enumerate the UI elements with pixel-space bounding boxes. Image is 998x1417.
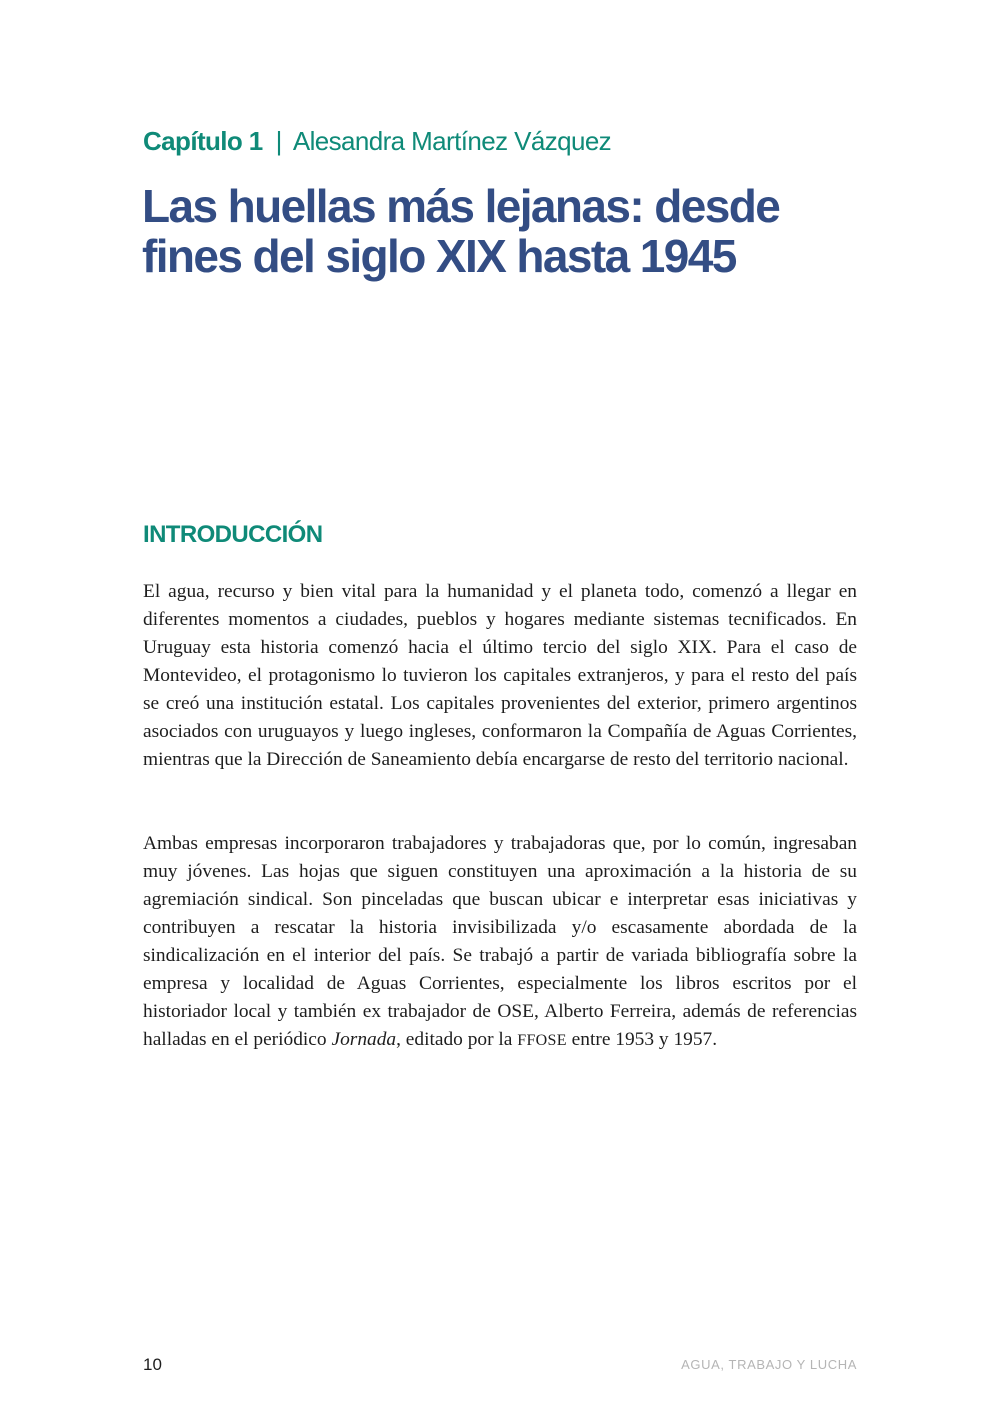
header-separator: | — [275, 126, 282, 156]
chapter-author: Alesandra Martínez Vázquez — [292, 126, 612, 156]
paragraph-2-text: Ambas empresas incorporaron trabajadores y trabajadoras que, por lo común, ingresaban muy jóvenes. Las hojas que siguen constituyen una aproximación a la historia de su agremiación sindical. Son pinceladas que buscan ubicar e interpretar esas iniciativas y contribuyen a rescatar la historia invisibilizada y/o escasamente abordada de la sindicalización en el interior del país. Se trabajó a partir de variada bibliografía sobre la empresa y localidad de Aguas Corrientes, especialmente los libros escritos por el historiador local y también ex trabajador de OSE, Alberto Ferreira, además de referencias halladas en el periódico — [143, 833, 857, 1050]
periodical-title: Jornada — [331, 1029, 397, 1050]
paragraph-2-mid: , editado por la — [396, 1029, 513, 1050]
section-heading: INTRODUCCIÓN — [143, 521, 323, 548]
chapter-header — [143, 124, 863, 158]
chapter-title-line-2: fines del siglo XIX hasta 1945 — [142, 230, 736, 282]
chapter-title — [142, 181, 862, 281]
page-number: 10 — [143, 1355, 162, 1374]
body-paragraph-1: El agua, recurso y bien vital para la humanidad y el planeta todo, comenzó a llegar en diferentes momentos a ciudades, pueblos y hogares mediante sistemas tecnificados. En Uruguay esta historia comenzó hacia el último tercio del siglo XIX. Para el caso de Montevideo, el protagonismo lo tuvieron los capitales extranjeros, y para el resto del país se creó una institución estatal. Los capitales provenientes del exterior, primero argentinos asociados con uruguayos y luego ingleses, conformaron la Compañía de Aguas Corrientes, mientras que la Dirección de Saneamiento debía encargarse de resto del territorio nacional. — [143, 581, 857, 770]
body-paragraph-2 — [143, 830, 857, 1055]
chapter-label: Capítulo 1 — [143, 126, 263, 156]
chapter-title-line-1: Las huellas más lejanas: desde — [142, 180, 780, 232]
paragraph-2-end: entre 1953 y 1957. — [571, 1029, 718, 1050]
running-footer: AGUA, TRABAJO Y LUCHA — [681, 1357, 857, 1372]
ffose-acronym: FFOSE — [517, 1032, 567, 1049]
